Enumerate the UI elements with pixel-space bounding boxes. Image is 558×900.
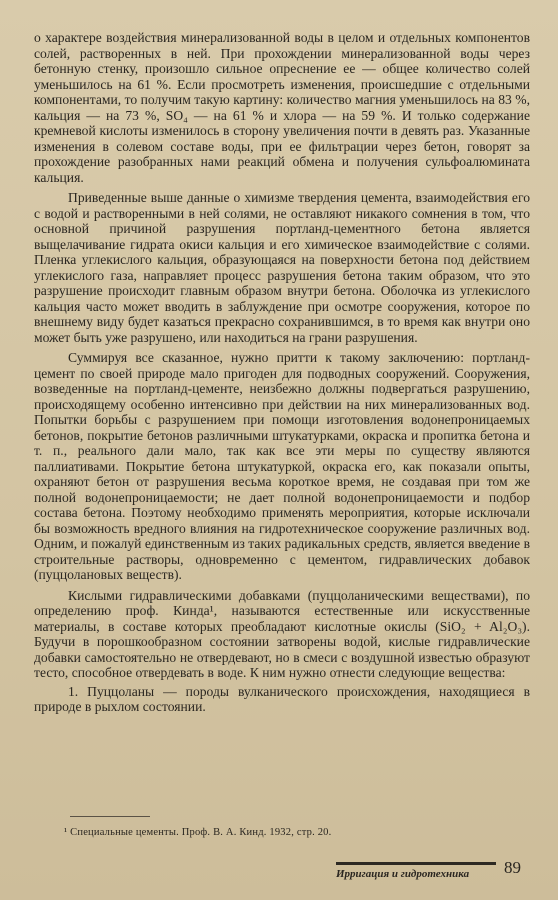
- body-text: [34, 30, 530, 715]
- footer-rule: [336, 862, 496, 865]
- paragraph-chemistry: Приведенные выше данные о химизме твердения цемента, взаимодействия его с водой и растворенными в ней солями, не оставляют никакого сомнения в том, что основной причиной разрушения портланд-цементного бетона является выщелачивание гидрата окиси кальция и его химическое взаимодействие с солями. Пленка углекислого кальция, образующаяся на поверхности бетона под действием углекислого газа, направляет процесс разрушения бетона таким образом, что это разрушение происходит главным образом внутри бетона. Оболочка из углекислого кальция часто может вводить в заблуждение при осмотре сооружения, которое по внешнему виду будет казаться прекрасно сохранившимся, в то время как внутри оно может быть уже разрушено, или находиться на грани разрушения.: [34, 190, 530, 345]
- page-number: 89: [504, 858, 521, 877]
- list-item-pozzolans: 1. Пуццоланы — породы вулканического происхождения, находящиеся в природе в рыхлом состоянии.: [34, 683, 530, 714]
- paragraph-additives: Кислыми гидравлическими добавками (пуццоланическими веществами), по определению проф. Кинда¹, называются естественные или искусственные материалы, в составе которых преобладают кислотные окислы (SiO₂ + Al₂O₃). Будучи в порошкообразном состоянии затворены водой, кислые гидравлические добавки самостоятельно не отвердевают, но в смеси с воздушной известью образуют тесто, способное отвердевать в воде. К ним нужно отнести следующие вещества:: [34, 587, 530, 680]
- paragraph-continuation: о характере воздействия минерализованной воды в целом и отдельных компонентов солей, растворенных в ней. При прохождении минерализованной воды через бетонную стенку, произошло сильное опреснение ее — общее количество солей уменьшилось на 61 %. Если просмотреть изменения, происшедшие с отдельными компонентами, то получим такую картину: количество магния уменьшилось на 83 %, кальция — на 73 %, SO₄ — на 61 % и хлора — на 59 %. И только содержание кремневой кислоты изменилось в сторону увеличения почти в девять раз. Указанные изменения в солевом составе воды, при ее фильтрации через бетон, говорят за прохождение разобранных нами реакций обмена и получения сульфоалюмината кальция.: [34, 30, 530, 185]
- footnote-divider: [70, 816, 150, 817]
- journal-title: Ирригация и гидротехника: [336, 868, 470, 880]
- paragraph-conclusion: Суммируя все сказанное, нужно притти к такому заключению: портланд-цемент по своей природе мало пригоден для подводных сооружений. Сооружения, возведенные на портланд-цементе, неизбежно должны подвергаться разрушению, происходящему особенно интенсивно при действии на них минерализованных вод. Попытки борьбы с разрушением при помощи изготовления водонепроницаемых бетонов, покрытие бетонов различными штукатурками, окраска и пропитка бетона и т. п., реального дали мало, так как все эти меры по существу являются паллиативами. Покрытие бетона штукатуркой, окраска его, как показали опыты, охраняют бетон от разрушения весьма короткое время, не создавая при том же полной водонепроницаемости; не дает полной водонепроницаемости и подбор состава бетона. Поэтому необходимо применять мероприятия, которые исключали бы возможность вредного влияния на гидротехническое сооружение различных вод. Одним, и пожалуй единственным из таких радикальных средств, является введение в строительные растворы, одновременно с цементом, гидравлических добавок (пуццолановых веществ).: [34, 350, 530, 582]
- page-footer: [336, 858, 526, 882]
- footnote: ¹ Специальные цементы. Проф. В. А. Кинд. 1932, стр. 20.: [64, 827, 332, 838]
